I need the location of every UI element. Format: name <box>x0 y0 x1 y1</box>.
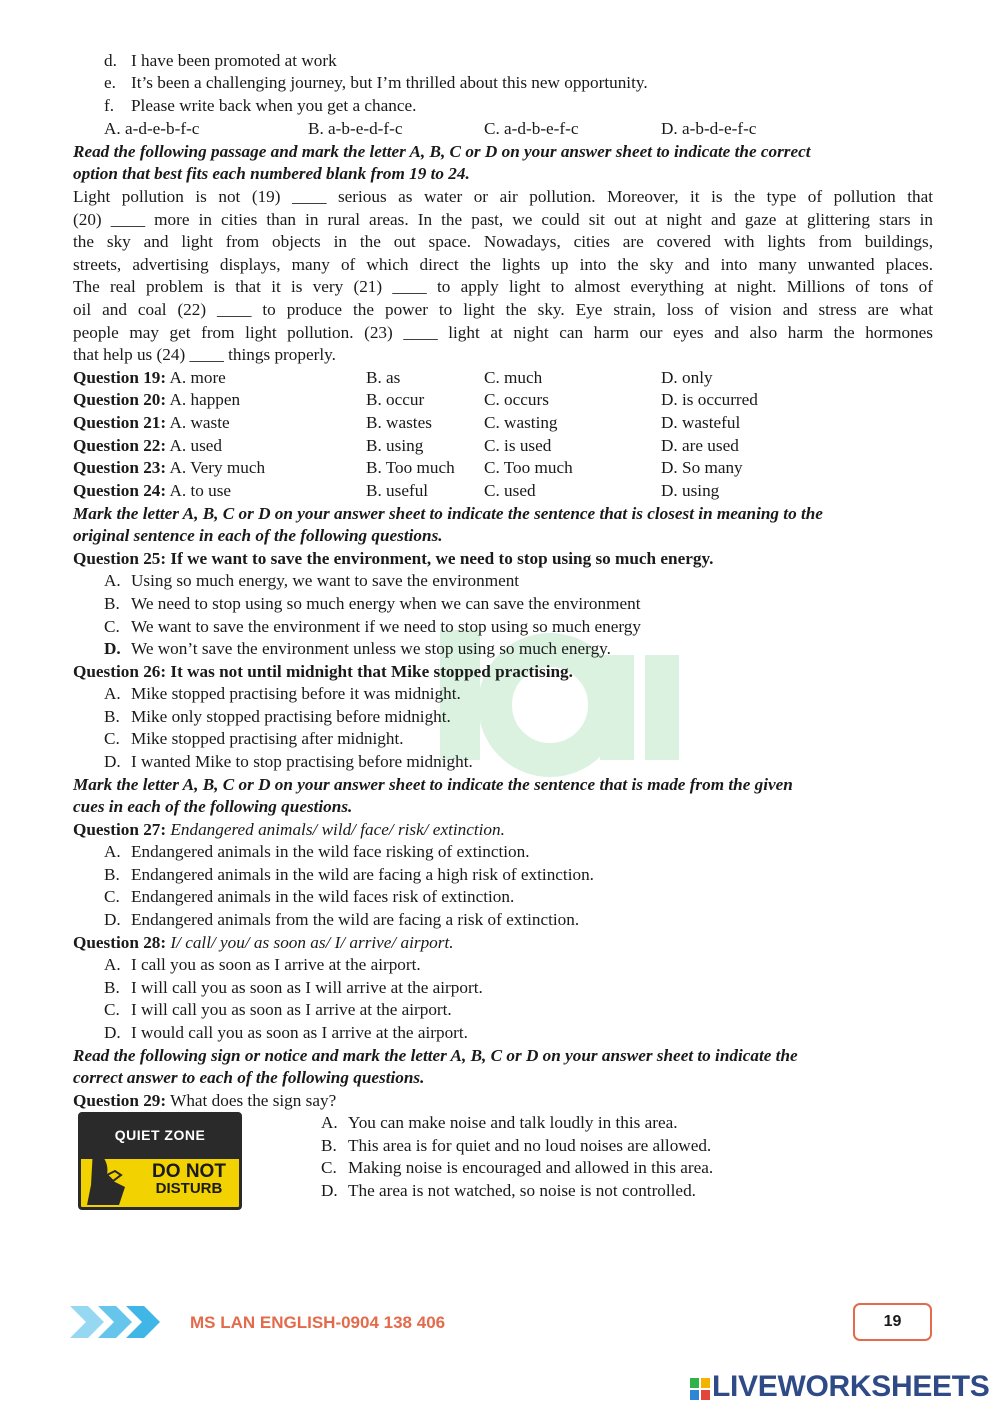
passage-line: streets, advertising displays, many of which direct the lights up into the sky and into many unwanted places. <box>73 255 933 274</box>
q26-option-c[interactable]: C. Mike stopped practising after midnight. <box>104 729 404 748</box>
option-d[interactable]: D. wasteful <box>661 413 741 432</box>
liveworksheets-brand[interactable]: LIVEWORKSHEETS <box>712 1370 990 1403</box>
q26-option-a[interactable]: A. Mike stopped practising before it was midnight. <box>104 684 461 703</box>
order-option-d: D. a-b-d-e-f-c <box>661 119 757 138</box>
q25-option-d[interactable]: D. We won’t save the environment unless we stop using so much energy. <box>104 639 611 658</box>
instruction-meaning-line1: Mark the letter A, B, C or D on your answer sheet to indicate the sentence that is closest in meaning to the <box>73 504 823 523</box>
option-c[interactable]: C. wasting <box>484 413 558 432</box>
q27-option-c[interactable]: C. Endangered animals in the wild faces risk of extinction. <box>104 887 515 906</box>
question-25-title: Question 25: If we want to save the environment, we need to stop using so much energy. <box>73 549 714 568</box>
instruction-cues-line1: Mark the letter A, B, C or D on your answer sheet to indicate the sentence that is made from the given <box>73 775 793 794</box>
list-item-d: d. I have been promoted at work <box>104 51 337 70</box>
q25-option-b[interactable]: B. We need to stop using so much energy when we can save the environment <box>104 594 641 613</box>
option-b[interactable]: B. wastes <box>366 413 432 432</box>
instruction-sign-line1: Read the following sign or notice and mark the letter A, B, C or D on your answer sheet to indicate the <box>73 1046 798 1065</box>
option-c[interactable]: C. used <box>484 481 536 500</box>
option-d[interactable]: D. only <box>661 368 713 387</box>
passage-line: Light pollution is not (19) ____ serious as water or air pollution. Moreover, it is the type of pollution that <box>73 187 933 206</box>
passage-line: The real problem is that it is very (21) ____ to apply light to almost everything at night. Millions of tons of <box>73 277 933 296</box>
option-d[interactable]: D. are used <box>661 436 739 455</box>
q26-option-b[interactable]: B. Mike only stopped practising before midnight. <box>104 707 451 726</box>
instruction-meaning-line2: original sentence in each of the following questions. <box>73 526 443 545</box>
option-b[interactable]: B. as <box>366 368 401 387</box>
page-number: 19 <box>853 1303 932 1341</box>
option-d[interactable]: D. So many <box>661 458 743 477</box>
q25-option-a[interactable]: A. Using so much energy, we want to save the environment <box>104 571 520 590</box>
sign-quiet-zone-text: QUIET ZONE <box>114 1127 206 1143</box>
passage-line: oil and coal (22) ____ to produce the power to light the sky. Eye strain, loss of vision and stress are what <box>73 300 933 319</box>
q26-option-d[interactable]: D. I wanted Mike to stop practising before midnight. <box>104 752 473 771</box>
q28-option-d[interactable]: D. I would call you as soon as I arrive at the airport. <box>104 1023 468 1042</box>
passage-line: (20) ____ more in cities than in rural areas. In the past, we could sit out at night and gaze at glittering stars in <box>73 210 933 229</box>
footer-brand-text: MS LAN ENGLISH-0904 138 406 <box>190 1313 446 1332</box>
option-a[interactable]: A. waste <box>169 413 230 432</box>
q29-option-c[interactable]: C. Making noise is encouraged and allowed in this area. <box>321 1158 714 1177</box>
option-d[interactable]: D. is occurred <box>661 390 758 409</box>
question-29-title: Question 29: What does the sign say? <box>73 1091 337 1110</box>
sign-do-not-disturb-text: DO NOT DISTURB <box>152 1161 226 1197</box>
q28-cue: I/ call/ you/ as soon as/ I/ arrive/ airport. <box>170 933 454 952</box>
option-a[interactable]: A. used <box>169 436 222 455</box>
list-item-f: f. Please write back when you get a chance. <box>104 96 417 115</box>
question-23: Question 23: A. Very much B. Too much C. Too much D. So many <box>73 458 743 477</box>
option-a[interactable]: A. to use <box>169 481 232 500</box>
q27-option-d[interactable]: D. Endangered animals from the wild are facing a risk of extinction. <box>104 910 580 929</box>
question-27-title: Question 27: Endangered animals/ wild/ face/ risk/ extinction. <box>73 820 505 839</box>
question-26-title: Question 26: It was not until midnight that Mike stopped practising. <box>73 662 573 681</box>
q28-option-b[interactable]: B. I will call you as soon as I will arrive at the airport. <box>104 978 483 997</box>
option-c[interactable]: C. Too much <box>484 458 573 477</box>
option-a[interactable]: A. happen <box>169 390 241 409</box>
passage-line: the sky and light from objects in the out space. Nowadays, cities are covered with lights from buildings, <box>73 232 933 251</box>
option-c[interactable]: C. is used <box>484 436 552 455</box>
option-b[interactable]: B. occur <box>366 390 425 409</box>
question-28-title: Question 28: I/ call/ you/ as soon as/ I/ arrive/ airport. <box>73 933 454 952</box>
instruction-cloze-line1: Read the following passage and mark the letter A, B, C or D on your answer sheet to indicate the correct <box>73 142 811 161</box>
q28-option-a[interactable]: A. I call you as soon as I arrive at the airport. <box>104 955 421 974</box>
option-a[interactable]: A. more <box>169 368 226 387</box>
option-c[interactable]: C. much <box>484 368 543 387</box>
q27-cue: Endangered animals/ wild/ face/ risk/ extinction. <box>170 820 505 839</box>
q29-option-d[interactable]: D. The area is not watched, so noise is not controlled. <box>321 1181 696 1200</box>
q25-option-c[interactable]: C. We want to save the environment if we need to stop using so much energy <box>104 617 641 636</box>
option-d[interactable]: D. using <box>661 481 720 500</box>
order-option-a: A. a-d-e-b-f-c <box>104 119 200 138</box>
option-c[interactable]: C. occurs <box>484 390 549 409</box>
question-20: Question 20: A. happen B. occur C. occurs D. is occurred <box>73 390 758 409</box>
question-19: Question 19: A. more B. as C. much D. only <box>73 368 713 387</box>
q29-option-a[interactable]: A. You can make noise and talk loudly in this area. <box>321 1113 678 1132</box>
q27-option-b[interactable]: B. Endangered animals in the wild are facing a high risk of extinction. <box>104 865 594 884</box>
order-option-b: B. a-b-e-d-f-c <box>308 119 403 138</box>
passage-line: that help us (24) ____ things properly. <box>73 345 336 364</box>
quiet-zone-sign <box>78 1112 242 1210</box>
passage-line: people may get from light pollution. (23) ____ light at night can harm our eyes and also harm the hormones <box>73 323 933 342</box>
order-options <box>73 118 933 140</box>
option-b[interactable]: B. useful <box>366 481 429 500</box>
liveworksheets-logo-icon <box>690 1378 710 1400</box>
question-24: Question 24: A. to use B. useful C. used D. using <box>73 481 720 500</box>
order-option-c: C. a-d-b-e-f-c <box>484 119 579 138</box>
question-21: Question 21: A. waste B. wastes C. wasting D. wasteful <box>73 413 741 432</box>
option-b[interactable]: B. Too much <box>366 458 455 477</box>
chevron-arrows-icon <box>70 1304 170 1340</box>
question-22: Question 22: A. used B. using C. is used D. are used <box>73 436 739 455</box>
instruction-cloze-line2: option that best fits each numbered blank from 19 to 24. <box>73 164 470 183</box>
q28-option-c[interactable]: C. I will call you as soon as I arrive at the airport. <box>104 1000 452 1019</box>
instruction-cues-line2: cues in each of the following questions. <box>73 797 353 816</box>
q27-option-a[interactable]: A. Endangered animals in the wild face risking of extinction. <box>104 842 530 861</box>
option-a[interactable]: A. Very much <box>169 458 266 477</box>
option-b[interactable]: B. using <box>366 436 424 455</box>
shush-person-icon <box>85 1145 145 1209</box>
q29-option-b[interactable]: B. This area is for quiet and no loud noises are allowed. <box>321 1136 712 1155</box>
instruction-sign-line2: correct answer to each of the following questions. <box>73 1068 425 1087</box>
list-item-e: e. It’s been a challenging journey, but I’m thrilled about this new opportunity. <box>104 73 648 92</box>
